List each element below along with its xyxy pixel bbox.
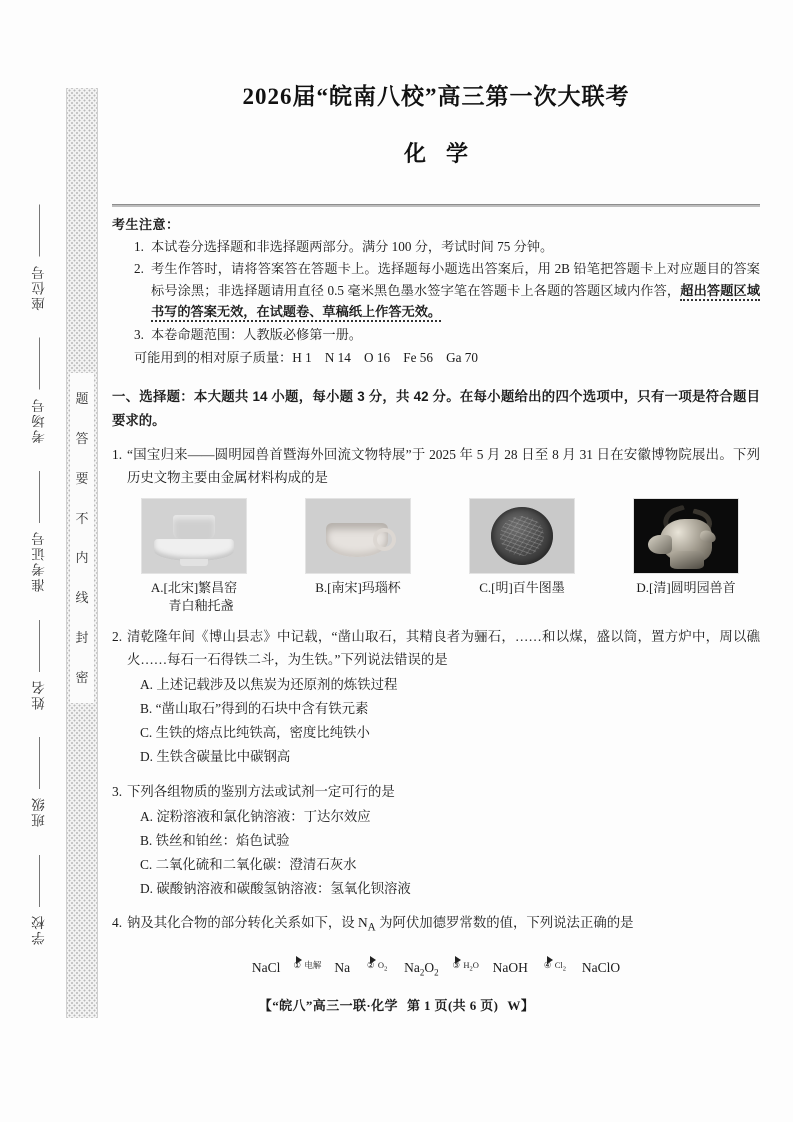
option-c-caption-line1: [明]百牛图墨 (491, 580, 565, 596)
species-naoh: NaOH (492, 960, 528, 976)
seal-char: 题 (75, 391, 89, 407)
seal-field-label: 考场号 (32, 397, 47, 444)
option-a-figure[interactable] (126, 498, 262, 614)
reaction-arrow-1 (282, 952, 332, 975)
footer-page-number: 第 1 页(共 6 页) (406, 998, 499, 1013)
notice-heading: 考生注意： (112, 217, 180, 232)
subject-title: 化学 (403, 141, 488, 166)
avogadro-subscript: A (367, 922, 376, 935)
seal-char: 线 (75, 590, 89, 606)
reaction-scheme (112, 952, 760, 981)
muzzle-shape (648, 535, 672, 554)
neck-shape (670, 551, 704, 569)
question-stem (112, 911, 760, 938)
option-b[interactable]: B. 铁丝和铂丝：焰色试验 (140, 832, 290, 848)
reaction-arrow-4 (530, 952, 580, 975)
option-b-caption-line1: [南宋]玛瑙杯 (327, 580, 401, 596)
option-d-label: D. (636, 580, 649, 596)
question-3 (112, 780, 760, 900)
seal-char: 密 (75, 669, 89, 685)
agate-cup-photo (305, 498, 411, 574)
seal-field-label: 班级 (32, 796, 47, 828)
seal-char: 要 (75, 470, 89, 486)
seal-line-band (66, 88, 98, 1018)
notice-text: 本试卷分选择题和非选择题两部分。满分 100 分，考试时间 75 分钟。 (151, 239, 554, 255)
seal-char: 答 (75, 431, 89, 447)
species-nacl: NaCl (251, 960, 281, 976)
arrow-condition (377, 960, 388, 973)
seal-field-school (30, 855, 50, 945)
question-text-prefix: 钠及其化合物的部分转化关系如下，设 N (127, 915, 368, 931)
question-text: “国宝归来——圆明园兽首暨海外回流文物特展”于 2025 年 5 月 28 日至 8 月 31 日在安徽博物院展出。下列历史文物主要由金属材料构成的是 (127, 447, 760, 486)
notice-number: 1. (134, 239, 144, 255)
atomic-mass-note: 可能用到的相对原子质量：H 1 N 14 O 16 Fe 56 Ga 70 (134, 349, 478, 365)
write-line (40, 338, 41, 390)
formula-sub: 2 (419, 967, 425, 978)
question-stem (112, 443, 760, 489)
footer-open-bracket: 【 (258, 998, 273, 1013)
seal-field-name (30, 620, 50, 710)
celadon-cup-saucer-photo (141, 498, 247, 574)
seal-field-label: 姓名 (32, 678, 47, 710)
arrow-condition-text: O (377, 960, 385, 971)
question-text: 下列各组物质的鉴别方法或试剂一定可行的是 (127, 783, 395, 799)
question-3-options (140, 805, 760, 900)
question-number: 4. (112, 915, 123, 931)
formula-part: O (424, 960, 435, 976)
option-c[interactable]: C. 二氧化硫和二氧化碳：澄清石灰水 (140, 856, 357, 872)
handle-shape (373, 528, 396, 551)
option-c[interactable]: C. 生铁的熔点比纯铁高，密度比纯铁小 (140, 725, 370, 741)
notice-text-plain: 考生作答时，请将答案答在答题卡上。选择题每小题选出答案后，用 2B 铅笔把答题卡上对应题目的答案标号涂黑；非选择题请用直径 0.5 毫米黑色墨水签字笔在答题卡上各题的答题区域内作答， (151, 261, 760, 298)
seal-char: 内 (75, 550, 89, 566)
seal-field-class (30, 737, 50, 827)
footer-close-bracket: 】 (520, 998, 535, 1013)
question-1-figure-row (126, 498, 754, 614)
question-text-suffix: 为阿伏加德罗常数的值，下列说法正确的是 (375, 915, 634, 931)
option-a[interactable]: A. 淀粉溶液和氯化钠溶液：丁达尔效应 (140, 808, 371, 824)
seal-line-text (70, 373, 94, 703)
notice-number: 2. (134, 261, 144, 277)
option-a-caption-line2: 青白釉托盏 (168, 597, 234, 613)
question-text: 清乾隆年间《博山县志》中记载，“凿山取石，其精良者为骊石，……和以煤，盛以筒，置方炉中，周以礁火……每石一石得铁二斗，为生铁。”下列说法错误的是 (127, 629, 760, 668)
seal-char: 封 (75, 629, 89, 645)
arrow-step-number: ④ (543, 960, 552, 971)
species-sodium-peroxide (404, 952, 439, 981)
ink-cake-photo (469, 498, 575, 574)
option-b[interactable]: B. “凿山取石”得到的石块中含有铁元素 (140, 701, 369, 717)
candidate-notice (112, 214, 760, 368)
arrow-condition (463, 960, 479, 973)
species-na: Na (334, 960, 351, 976)
seal-field-seat-number (30, 205, 50, 311)
foot-shape (180, 559, 208, 566)
reaction-arrow-3 (441, 952, 491, 975)
species-naclo: NaClO (581, 960, 621, 976)
seal-field-label: 准考证号 (32, 530, 47, 593)
section-heading: 一、选择题：本大题共 14 小题，每小题 3 分，共 42 分。在每小题给出的四个选项中，只有一项是符合题目要求的。 (112, 389, 760, 428)
notice-text-emphasis: 超出答题区域书写的答案无效，在试题卷、草稿纸上作答无效。 (151, 283, 760, 322)
question-2 (112, 625, 760, 769)
arrow-condition-tail: O (472, 960, 479, 971)
question-text (127, 911, 760, 938)
seal-sidebar (0, 0, 104, 1122)
question-stem (112, 625, 760, 671)
formula-part: Na (404, 960, 420, 976)
question-4 (112, 911, 760, 981)
arrow-condition (554, 960, 567, 973)
option-d-caption (618, 579, 754, 597)
footer-exam-name: “皖八”高三一联·化学 (272, 998, 398, 1013)
reaction-arrow-2 (352, 952, 402, 975)
option-b-label: B. (315, 580, 328, 596)
arrow-step-number: ① (293, 960, 301, 971)
notice-item-3 (134, 324, 760, 345)
option-d[interactable]: D. 生铁含碳量比中碳钢高 (140, 749, 291, 765)
arrow-step-number: ② (366, 960, 375, 971)
option-c-figure[interactable] (454, 498, 590, 614)
option-a-label: A. (150, 580, 164, 596)
question-1 (112, 443, 760, 614)
arrow-condition-sub: 2 (562, 965, 567, 973)
option-a-caption-line1: [北宋]繁昌窑 (163, 580, 238, 596)
seal-char: 不 (75, 510, 89, 526)
arrow-condition-sub: 2 (384, 965, 388, 973)
question-2-options (140, 673, 760, 768)
bronze-ox-head-photo (633, 498, 739, 574)
formula-sub: 2 (434, 967, 439, 978)
notice-text: 本卷命题范围：人教版必修第一册。 (151, 326, 362, 342)
option-c-caption (454, 579, 590, 597)
write-line (40, 471, 41, 523)
write-line (40, 737, 41, 789)
question-stem (112, 780, 760, 803)
divider (112, 204, 760, 207)
option-a[interactable]: A. 上述记载涉及以焦炭为还原剂的炼铁过程 (140, 677, 398, 693)
seal-field-label: 学校 (32, 913, 47, 945)
notice-text (151, 258, 760, 322)
candidate-info-fields (18, 205, 62, 945)
seal-field-room-number (30, 338, 50, 444)
seal-field-label: 座位号 (32, 264, 47, 311)
question-number: 3. (112, 783, 123, 799)
write-line (40, 620, 41, 672)
saucer-shape (154, 539, 234, 561)
option-d-figure[interactable] (618, 498, 754, 614)
question-number: 2. (112, 629, 123, 645)
question-number: 1. (112, 447, 123, 463)
option-b-figure[interactable] (290, 498, 426, 614)
arrow-condition-text: Cl (554, 960, 563, 971)
option-c-label: C. (479, 580, 492, 596)
option-a-caption (126, 579, 262, 614)
arrow-condition-text: H (463, 960, 470, 971)
notice-item-1 (134, 236, 760, 257)
page-title: 2026届“皖南八校”高三第一次大联考 (242, 84, 630, 109)
footer-code: W (507, 998, 521, 1013)
notice-number: 3. (134, 326, 144, 342)
write-line (40, 855, 41, 907)
page-footer (0, 995, 793, 1014)
seal-field-admission-number (30, 471, 50, 592)
notice-item-2 (134, 258, 760, 322)
option-b-caption (290, 579, 426, 597)
option-d[interactable]: D. 碳酸钠溶液和碳酸氢钠溶液：氢氧化钡溶液 (140, 880, 411, 896)
arrow-condition: 电解 (304, 960, 322, 971)
option-d-caption-line1: [清]圆明园兽首 (648, 580, 736, 596)
arrow-condition-sub: 2 (469, 965, 473, 973)
write-line (40, 205, 41, 257)
exam-content (112, 0, 760, 1122)
disc-shape (491, 507, 553, 565)
arrow-step-number: ③ (452, 960, 460, 971)
